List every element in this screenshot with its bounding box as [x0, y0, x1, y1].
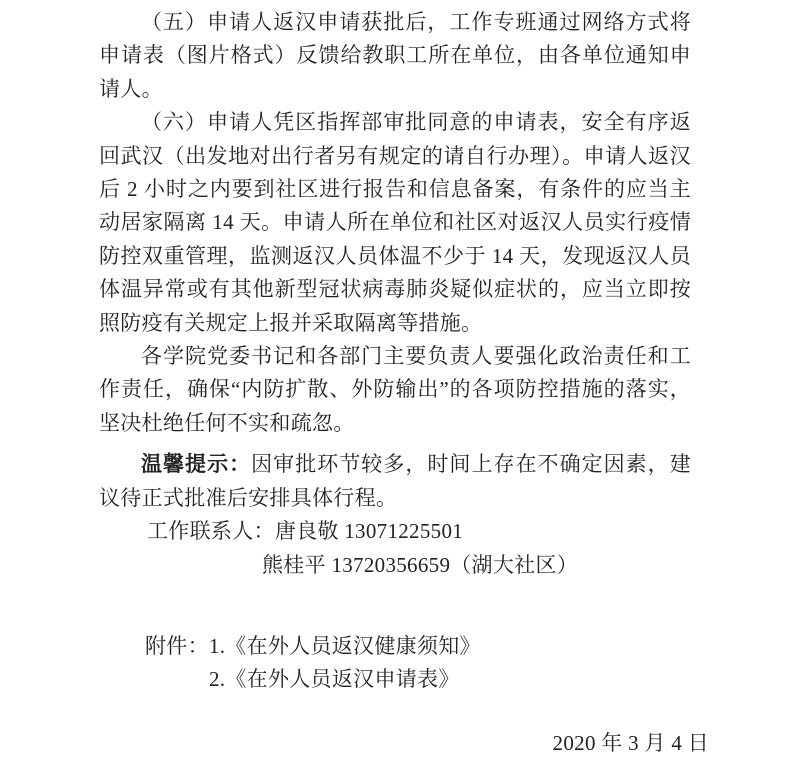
paragraph-item-5: （五）申请人返汉申请获批后，工作专班通过网络方式将申请表（图片格式）反馈给教职工所在单位，由各单位通知申请人。 [99, 10, 691, 101]
contact-line-2 [99, 549, 691, 582]
warm-tip-label: 温馨提示： [141, 452, 252, 477]
paragraph-warm-tip [99, 448, 691, 515]
document-date: 2020 年 3 月 4 日 [552, 730, 709, 755]
contact-entry-2: 熊桂平 13720356659（湖大社区） [262, 552, 579, 577]
warm-tip-text: 因审批环节较多，时间上存在不确定因素，建议待正式批准后安排具体行程。 [99, 452, 692, 510]
attachment-line-2 [99, 663, 691, 696]
contact-entry-1: 唐良敬 13071225501 [274, 519, 464, 544]
contact-label: 工作联系人： [147, 519, 275, 544]
document-body [99, 6, 709, 760]
attachment-item-1: 1.《在外人员返汉健康须知》 [208, 633, 481, 658]
attachment-item-2: 2.《在外人员返汉申请表》 [209, 667, 460, 692]
paragraph-item-6: （六）申请人凭区指挥部审批同意的申请表，安全有序返回武汉（出发地对出行者另有规定的请自行办理）。申请人返汉后 2 小时之内要到社区进行报告和信息备案，有条件的应当主动居家隔离 14 天。申请人所在单位和社区对返汉人员实行疫情防控双重管理，监测返汉人员体温不少于 14 天，发现返汉人员体温异常或有其他新型冠状病毒肺炎疑似症状的，应当立即按照防疫有关规定上报并采取隔离等措施。 [99, 110, 691, 335]
attachments-label: 附件： [145, 633, 209, 658]
paragraph-responsibility: 各学院党委书记和各部门主要负责人要强化政治责任和工作责任，确保“内防扩散、外防输出”的各项防控措施的落实，坚决杜绝任何不实和疏忽。 [99, 344, 691, 435]
contact-line-1 [99, 515, 691, 548]
attachment-line-1 [99, 630, 691, 663]
